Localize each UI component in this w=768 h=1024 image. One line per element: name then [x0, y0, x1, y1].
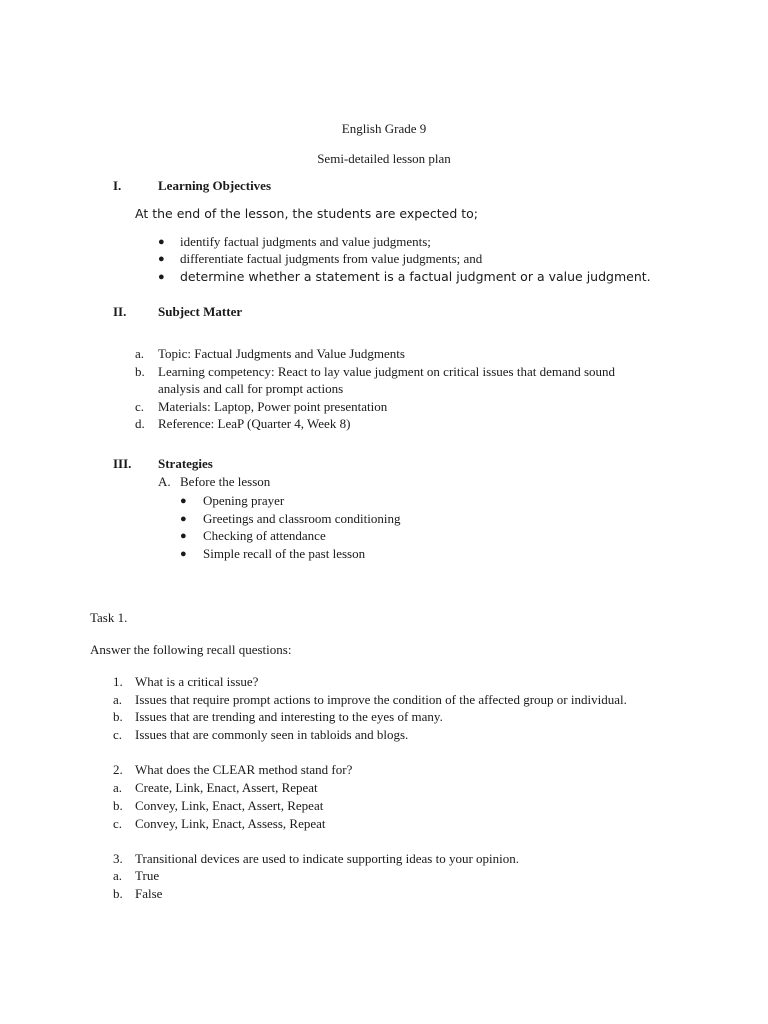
task-instruction: Answer the following recall questions: — [90, 642, 292, 657]
subject-item-continuation: analysis and call for prompt actions — [158, 381, 344, 396]
section-1-numeral: I. — [113, 178, 122, 193]
question-text: What does the CLEAR method stand for? — [135, 762, 353, 777]
list-letter: c. — [135, 399, 145, 414]
strategy-item: Checking of attendance — [203, 528, 326, 543]
bullet-icon: ● — [180, 495, 187, 507]
bullet-icon: ● — [180, 548, 187, 560]
list-letter: a. — [135, 346, 145, 361]
choice-text: Convey, Link, Enact, Assess, Repeat — [135, 816, 326, 831]
bullet-icon: ● — [158, 236, 165, 248]
question-number: 1. — [113, 674, 123, 689]
strategy-subtitle: Before the lesson — [180, 474, 271, 489]
bullet-icon: ● — [180, 530, 187, 542]
list-letter: d. — [135, 416, 145, 431]
bullet-icon: ● — [180, 513, 187, 525]
objectives-intro: At the end of the lesson, the students are expected to; — [135, 206, 478, 221]
question-number: 3. — [113, 851, 123, 866]
task-title: Task 1. — [90, 610, 128, 625]
choice-text: Convey, Link, Enact, Assert, Repeat — [135, 798, 324, 813]
bullet-icon: ● — [158, 253, 165, 265]
objective-item: differentiate factual judgments from value judgments; and — [180, 251, 483, 266]
strategy-letter: A. — [158, 474, 171, 489]
subject-item: Materials: Laptop, Power point presentation — [158, 399, 388, 414]
choice-letter: a. — [113, 868, 123, 883]
choice-text: Issues that are trending and interesting to the eyes of many. — [135, 709, 443, 724]
choice-text: True — [135, 868, 160, 883]
section-1-title: Learning Objectives — [158, 178, 272, 193]
choice-letter: a. — [113, 780, 123, 795]
question-text: Transitional devices are used to indicate supporting ideas to your opinion. — [135, 851, 520, 866]
subject-item: Learning competency: React to lay value judgment on critical issues that demand sound — [158, 364, 616, 379]
choice-text: Issues that require prompt actions to improve the condition of the affected group or individual. — [135, 692, 627, 707]
choice-text: Create, Link, Enact, Assert, Repeat — [135, 780, 318, 795]
subject-item: Reference: LeaP (Quarter 4, Week 8) — [158, 416, 351, 431]
choice-letter: c. — [113, 816, 123, 831]
section-3-title: Strategies — [158, 456, 213, 471]
choice-letter: b. — [113, 886, 123, 901]
bullet-icon: ● — [158, 271, 165, 283]
list-letter: b. — [135, 364, 145, 379]
question-number: 2. — [113, 762, 123, 777]
strategy-item: Simple recall of the past lesson — [203, 546, 366, 561]
section-3-numeral: III. — [113, 456, 132, 471]
question-text: What is a critical issue? — [135, 674, 259, 689]
subject-item: Topic: Factual Judgments and Value Judgments — [158, 346, 405, 361]
choice-text: False — [135, 886, 163, 901]
document-title: English Grade 9 — [341, 121, 427, 136]
choice-letter: b. — [113, 709, 123, 724]
choice-letter: c. — [113, 727, 123, 742]
strategy-item: Greetings and classroom conditioning — [203, 511, 401, 526]
strategy-item: Opening prayer — [203, 493, 285, 508]
section-2-numeral: II. — [113, 304, 127, 319]
document-subtitle: Semi-detailed lesson plan — [317, 151, 451, 166]
choice-letter: a. — [113, 692, 123, 707]
section-2-title: Subject Matter — [158, 304, 243, 319]
choice-letter: b. — [113, 798, 123, 813]
objective-item: determine whether a statement is a factual judgment or a value judgment. — [180, 269, 651, 284]
objective-item: identify factual judgments and value judgments; — [180, 234, 431, 249]
choice-text: Issues that are commonly seen in tabloids and blogs. — [135, 727, 409, 742]
